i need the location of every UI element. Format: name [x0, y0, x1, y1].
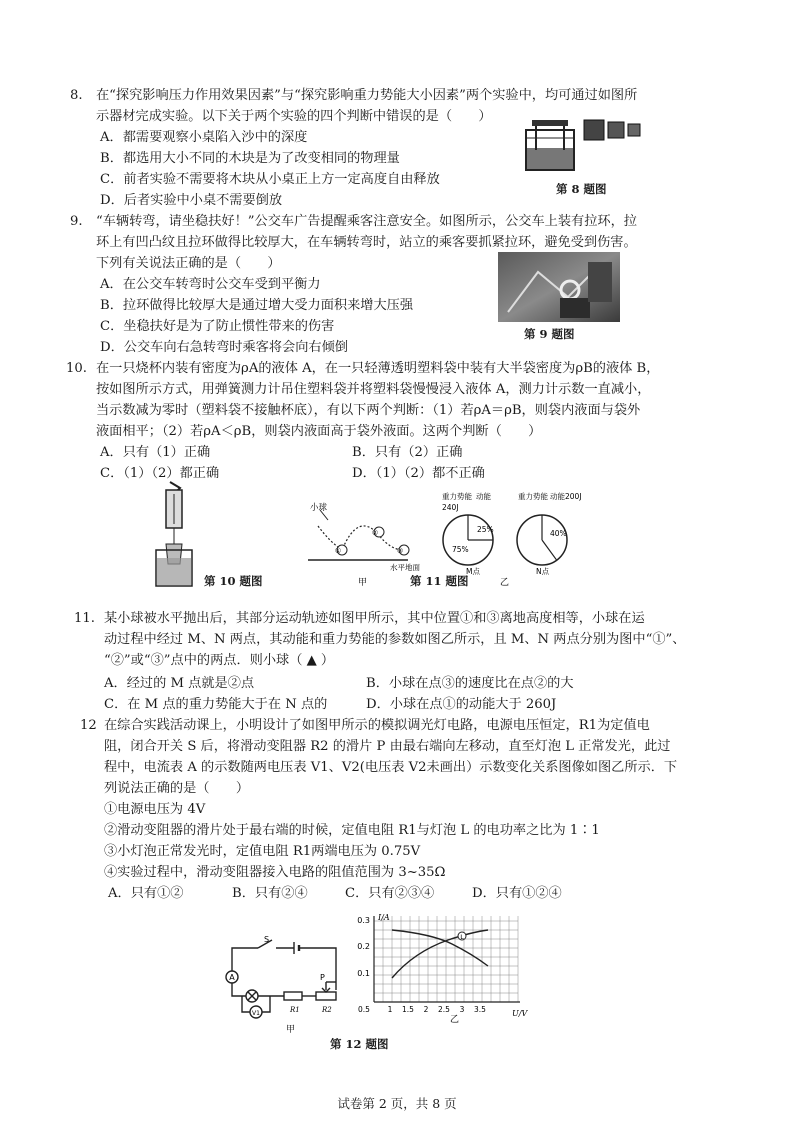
option-a: A．只有（1）正确 — [100, 445, 211, 460]
question-text: 环上有凹凸纹且拉环做得比较厚大，在车辆转弯时，站立的乘客要抓紧拉环，避免受到伤害。 — [96, 235, 637, 250]
ammeter-label: A — [229, 973, 235, 982]
y-tick-0.1: 0.1 — [357, 969, 370, 978]
r1-label: R1 — [290, 1006, 300, 1014]
r2-label: R2 — [322, 1006, 332, 1014]
y-axis-label: I/A — [378, 913, 390, 922]
question-number: 11. — [74, 611, 95, 626]
wire-right-top — [299, 948, 336, 990]
question-text: 在“探究影响压力作用效果因素”与“探究影响重力势能大小因素”两个实验中，均可通过如图所 — [96, 88, 638, 103]
question-number: 12 — [80, 718, 97, 733]
ground-label: 水平地面 — [390, 563, 420, 572]
figure-12-caption: 第 12 题图 — [330, 1037, 389, 1051]
question-number: 8. — [70, 88, 83, 103]
rheostat-r2 — [316, 992, 336, 1000]
option-d: D．小球在点①的动能大于 260J — [366, 697, 557, 712]
figure-8-sand-table — [520, 108, 650, 176]
x-axis-label: U/V — [512, 1009, 528, 1018]
figure-11-caption: 第 11 题图 — [410, 574, 469, 588]
m-pct-gpe: 75% — [452, 545, 469, 554]
option-c: C．（1）（2）都正确 — [100, 466, 220, 481]
option-b: B．小球在点③的速度比在点②的大 — [366, 676, 574, 691]
question-text: 列说法正确的是（ ） — [104, 781, 250, 796]
x-tick-2.5: 2.5 — [438, 1005, 450, 1014]
figure-9-caption: 第 9 题图 — [524, 327, 575, 341]
question-text: 下列有关说法正确的是（ ） — [96, 256, 281, 271]
m-point-label: M点 — [466, 567, 480, 576]
page-footer: 试卷第 2 页，共 8 页 — [337, 1096, 457, 1111]
question-text: 阻，闭合开关 S 后，将滑动变阻器 R2 的滑片 P 由最右端向左移动，直至灯泡 L 正常发光，此过 — [104, 739, 671, 754]
wire-left-lower — [232, 982, 246, 996]
figure-12-circuit — [218, 932, 358, 1042]
question-number: 9. — [70, 214, 83, 229]
figure-12-graph — [352, 908, 528, 1024]
label-yi: 乙 — [500, 578, 510, 588]
switch-label: S — [264, 935, 270, 944]
marker-3-label: ③ — [396, 547, 404, 555]
option-a: A．在公交车转弯时公交车受到平衡力 — [100, 277, 321, 292]
m-gpe-value: 240J — [442, 503, 459, 512]
y-tick-0.3: 0.3 — [357, 916, 370, 925]
option-c: C．只有②③④ — [345, 886, 435, 901]
question-text: “②”或“③”点中的两点．则小球（ ▲ ） — [104, 653, 335, 668]
question-text: 动过程中经过 M、N 两点，其动能和重力势能的参数如图乙所示，且 M、N 两点分别为图中“①”、 — [104, 632, 686, 647]
statement-2: ②滑动变阻器的滑片处于最右端的时候，定值电阻 R1与灯泡 L 的电功率之比为 1∶1 — [104, 823, 600, 838]
option-b: B．拉环做得比较厚大是通过增大受力面积来增大压强 — [100, 298, 414, 313]
ball-label: 小球 — [310, 503, 328, 513]
option-b: B．都选用大小不同的木块是为了改变相同的物理量 — [100, 151, 400, 166]
x-tick-3: 3 — [459, 1005, 465, 1014]
question-text: 示器材完成实验。以下关于两个实验的四个判断中错误的是（ ） — [96, 109, 492, 124]
figure-9-bus-photo — [498, 252, 620, 322]
circuit-label-jia: 甲 — [286, 1025, 296, 1035]
question-text: 在综合实践活动课上，小明设计了如图甲所示的模拟调光灯电路，电源电压恒定，R1为定值电 — [104, 718, 650, 733]
option-c: C．在 M 点的重力势能大于在 N 点的 — [104, 697, 328, 712]
wire-left-top — [232, 948, 258, 972]
curve-label: L — [460, 933, 464, 941]
m-pct-ke: 25% — [477, 525, 494, 534]
label-jia: 甲 — [358, 578, 368, 588]
figure-10-caption: 第 10 题图 — [204, 574, 263, 588]
question-text: 当示数减为零时（塑料袋不接触杯底），有以下两个判断：（1）若ρA＝ρB，则袋内液面与袋外 — [96, 403, 641, 418]
m-gpe-label: 重力势能 — [442, 492, 472, 501]
option-c: C．前者实验不需要将木块从小桌正上方一定高度自由释放 — [100, 172, 440, 187]
x-tick-1.5: 1.5 — [402, 1005, 414, 1014]
n-gpe-label: 重力势能 — [518, 492, 548, 501]
n-ke-label: 动能200J — [550, 492, 582, 501]
y-tick-0.2: 0.2 — [357, 942, 370, 951]
question-text: 程中，电流表 A 的示数随两电压表 V1、V2(电压表 V2未画出）示数变化关系图像如图乙所示．下 — [104, 760, 678, 775]
x-tick-3.5: 3.5 — [474, 1005, 486, 1014]
x-tick-1: 1 — [387, 1005, 393, 1014]
option-a: A．都需要观察小桌陷入沙中的深度 — [100, 130, 308, 145]
statement-1: ①电源电压为 4V — [104, 802, 206, 817]
statement-3: ③小灯泡正常发光时，定值电阻 R1两端电压为 0.75V — [104, 844, 421, 859]
option-c: C．坐稳扶好是为了防止惯性带来的伤害 — [100, 319, 335, 334]
resistor-r1 — [284, 992, 302, 1000]
option-b: B．只有②④ — [232, 886, 308, 901]
option-b: B．只有（2）正确 — [352, 445, 463, 460]
option-d: D．公交车向右急转弯时乘客将会向右倾倒 — [100, 340, 348, 355]
question-number: 10. — [66, 361, 87, 376]
n-pct-ke: 40% — [550, 529, 567, 538]
figure-8-caption: 第 8 题图 — [556, 182, 607, 196]
voltmeter-label: V1 — [252, 1010, 260, 1017]
question-text: 液面相平；（2）若ρA＜ρB，则袋内液面高于袋外液面。这两个判断（ ） — [96, 424, 542, 439]
x-tick-0.5: 0.5 — [358, 1005, 370, 1014]
x-tick-2: 2 — [423, 1005, 429, 1014]
statement-4: ④实验过程中，滑动变阻器接入电路的阻值范围为 3~35Ω — [104, 865, 446, 880]
marker-1-label: ① — [334, 547, 342, 555]
n-point-label: N点 — [536, 567, 550, 576]
trajectory — [318, 526, 404, 550]
option-d: D．只有①②④ — [472, 886, 562, 901]
option-d: D．后者实验中小桌不需要倒放 — [100, 193, 283, 208]
option-d: D．（1）（2）都不正确 — [352, 466, 485, 481]
marker-2-label: ② — [371, 529, 379, 537]
question-text: “车辆转弯，请坐稳扶好！”公交车广告提醒乘客注意安全。如图所示，公交车上装有拉环，拉 — [96, 214, 637, 229]
m-ke-label: 动能 — [476, 492, 491, 501]
figure-10-spring-scale-beaker — [150, 480, 198, 588]
question-text: 在一只烧杯内装有密度为ρA的液体 A，在一只轻薄透明塑料袋中装有大半袋密度为ρB的液体 B， — [96, 361, 660, 376]
option-a: A．只有①② — [108, 886, 184, 901]
question-text: 某小球被水平抛出后，其部分运动轨迹如图甲所示，其中位置①和③离地高度相等，小球在运 — [104, 611, 645, 626]
curve-lamp — [392, 930, 488, 978]
slider-label: P — [320, 973, 325, 982]
question-text: 按如图所示方式，用弹簧测力计吊住塑料袋并将塑料袋慢慢浸入液体 A，测力计示数一直减小， — [96, 382, 651, 397]
graph-label-yi: 乙 — [450, 1015, 460, 1024]
option-a: A．经过的 M 点就是②点 — [104, 676, 255, 691]
wire-v1-right — [262, 996, 270, 1012]
